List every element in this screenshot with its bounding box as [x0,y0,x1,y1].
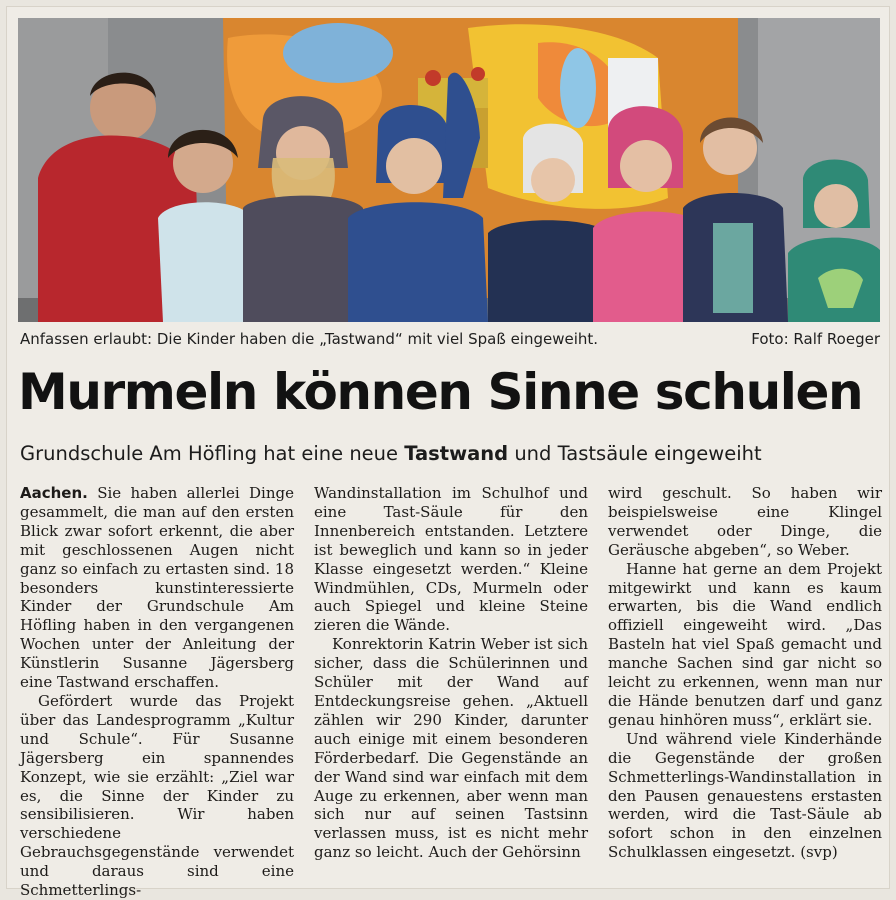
article-column-3 [608,484,882,880]
subheadline-end: und Tastsäule eingeweiht [508,442,762,465]
paragraph: Gefördert wurde das Projekt über das Landesprogramm „Kultur und Schule“. Für Susanne Jägersberg ein spannendes Konzept, wie sie erzählt: „Ziel war es, die Sinne der Kinder zu sensibilisieren. Wir haben verschiedene Gebrauchsgegenstände verwendet und daraus sind eine Schmetterlings- [20,691,294,900]
headline: Murmeln können Sinne schulen [18,363,863,421]
photo-children-at-tactile-wall [18,18,880,322]
article-photo [18,18,880,322]
paragraph [20,484,294,692]
paragraph: Und während viele Kinderhände die Gegenstände der großen Schmetterlings-Wandinstallation in den Pausen genauestens erstasten werden, wird die Tast-Säule ab sofort schon in den einzelnen Schulklassen eingesetzt. (svp) [608,729,882,862]
article-column-1 [20,484,294,900]
article-body [20,484,882,900]
paragraph: Wandinstallation im Schulhof und eine Tast-Säule für den Innenbereich entstanden. Letztere ist beweglich und kann so in jeder Klasse eingesetzt werden.“ Kleine Windmühlen, CDs, Murmeln oder auch Spiegel und kleine Steine zieren die Wände. [314,484,588,635]
subheadline [20,440,880,468]
subheadline-bold: Tastwand [404,442,509,465]
paragraph-text: Sie haben allerlei Dinge gesammelt, die man auf den ersten Blick zwar sofort erkennt, die aber mit geschlossenen Augen nicht ganz so einfach zu ertasten sind. 18 besonders kunstinteressierte Kinder der Grundschule Am Höfling haben in den vergangenen Wochen unter der Anleitung der Künstlerin Susanne Jägersberg eine Tastwand erschaffen. [20,484,294,692]
article-column-2 [314,484,588,880]
subheadline-start: Grundschule Am Höfling hat eine neue [20,442,405,465]
photo-caption [20,330,880,352]
paragraph: Hanne hat gerne an dem Projekt mitgewirkt und kann es kaum erwarten, bis die Wand endlich offiziell eingeweiht wird. „Das Basteln hat viel Spaß gemacht und manche Sachen sind gar nicht so leicht zu erkennen, wenn man nur die Hände benutzen darf und ganz genau hinhören muss“, erklärt sie. [608,559,882,729]
photo-credit: Foto: Ralf Roeger [751,330,880,348]
paragraph: Konrektorin Katrin Weber ist sich sicher, dass die Schülerinnen und Schüler mit der Wand auf Entdeckungsreise gehen. „Aktuell zählen wir 290 Kinder, darunter auch einige mit einem besonderen Förderbedarf. Die Gegenstände an der Wand sind war einfach mit dem Auge zu erkennen, aber wenn man sich nur auf seinen Tastsinn verlassen muss, ist es nicht mehr ganz so leicht. Auch der Gehörsinn [314,635,588,862]
caption-text: Anfassen erlaubt: Die Kinder haben die „Tastwand“ mit viel Spaß eingeweiht. [20,330,599,348]
paragraph: wird geschult. So haben wir beispielsweise eine Klingel verwendet oder Dinge, die Geräusche abgeben“, so Weber. [608,484,882,559]
dateline: Aachen. [20,484,88,502]
